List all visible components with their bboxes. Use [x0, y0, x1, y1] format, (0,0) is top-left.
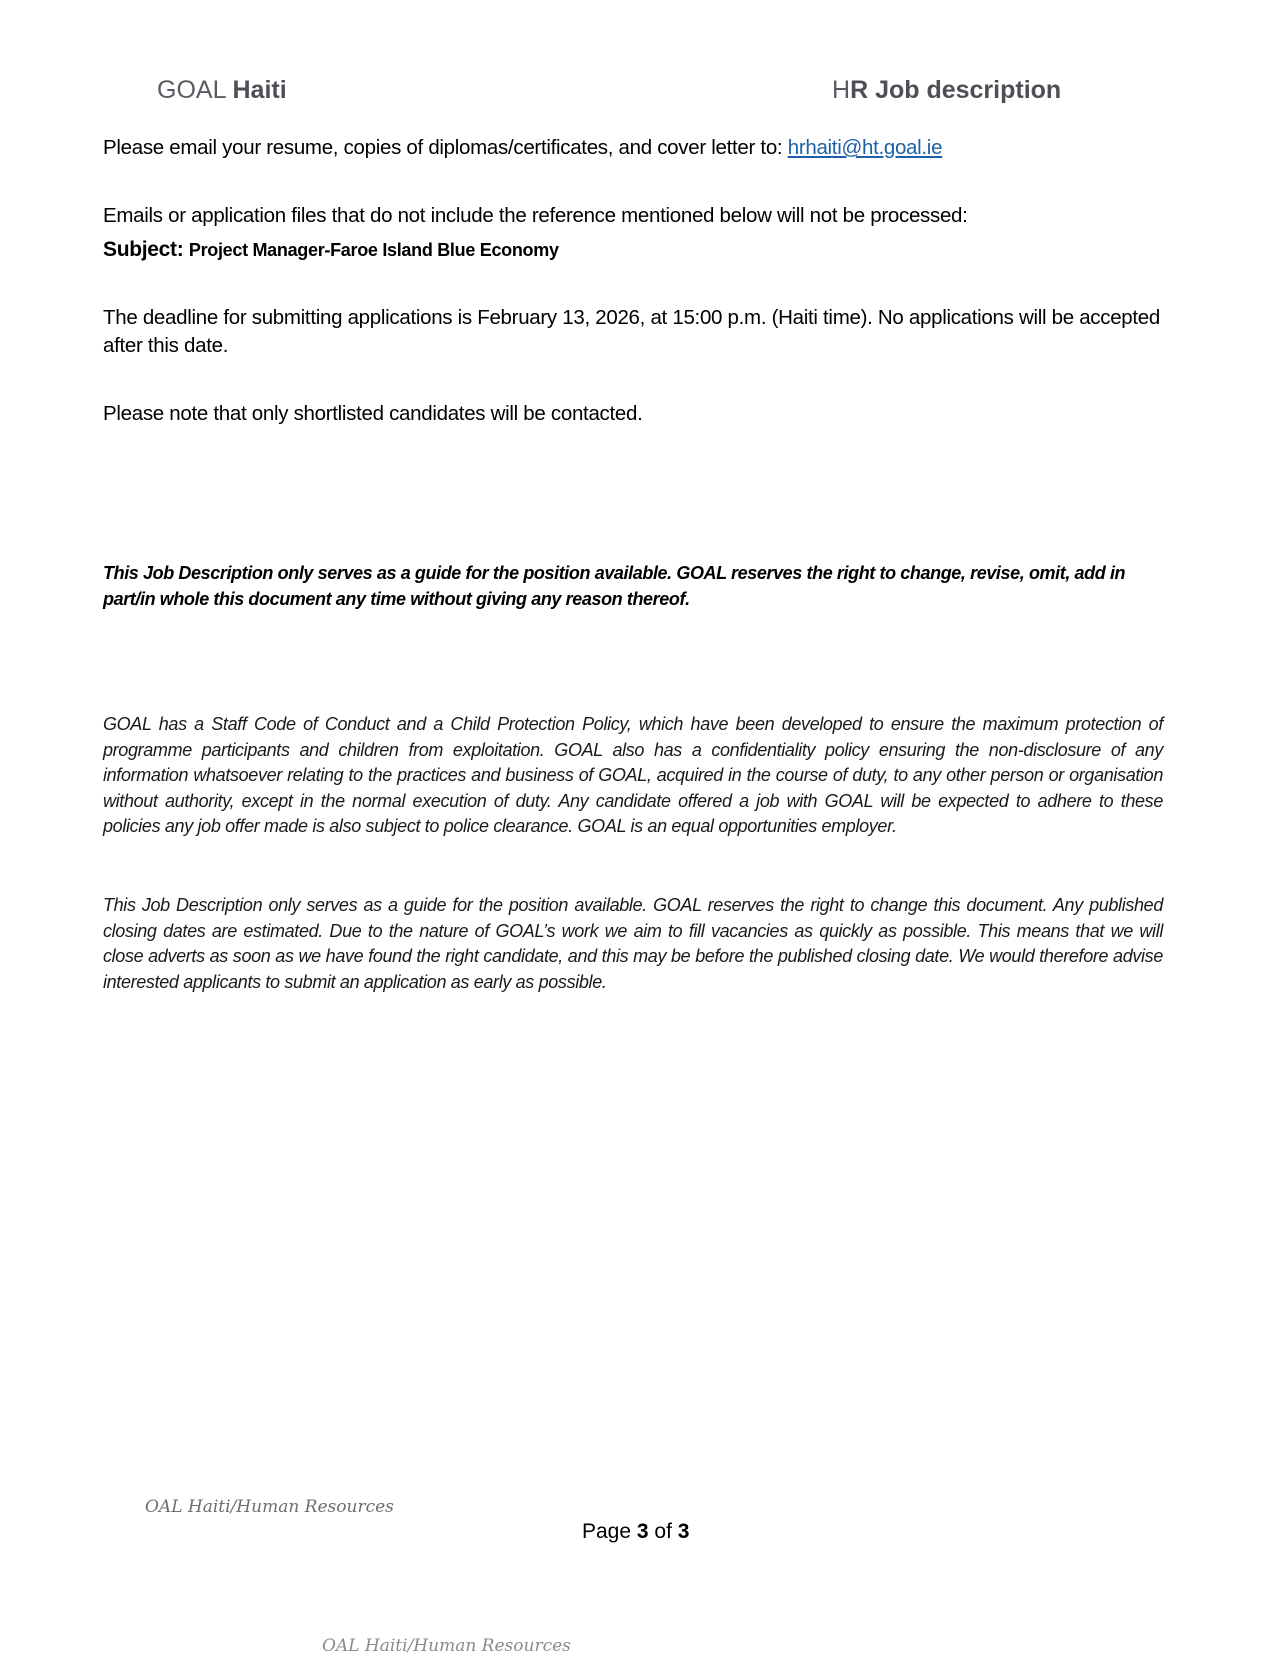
- policy-paragraph-code-of-conduct: GOAL has a Staff Code of Conduct and a Child Protection Policy, which have been developed to ensure the maximum protection of programme participants and children from exploitation. GOAL also has a confidentiality policy ensuring the non-disclosure of any information whatsoever relating to the practices and business of GOAL, acquired in the course of duty, to any other person or organisation without authority, except in the normal execution of duty. Any candidate offered a job with GOAL will be expected to adhere to these policies any job offer made is also subject to police clearance. GOAL is an equal opportunities employer.: [103, 714, 1163, 836]
- page-prefix: Page: [582, 1520, 637, 1543]
- header-doc-type-bold: R Job description: [850, 76, 1062, 104]
- footer-department: OAL Haiti/Human Resources: [145, 1497, 394, 1517]
- header-org-regular: GOAL: [157, 76, 226, 104]
- page-total: 3: [677, 1520, 690, 1543]
- header-doc-type: [832, 76, 1061, 105]
- disclaimer-paragraph: This Job Description only serves as a guide for the position available. GOAL reserves the right to change, revise, omit, add in part/in whole this document any time without giving any reason thereof.: [103, 563, 1126, 609]
- subject-label: Subject:: [103, 238, 184, 261]
- page-of: of: [648, 1520, 678, 1543]
- footer-ghost-text: OAL Haiti/Human Resources: [322, 1636, 571, 1656]
- deadline-paragraph: The deadline for submitting applications is February 13, 2026, at 15:00 p.m. (Haiti time). No applications will be accepted after this date.: [103, 306, 1161, 357]
- apply-instruction-text: Please email your resume, copies of diplomas/certificates, and cover letter to:: [103, 136, 788, 159]
- subject-value: Project Manager-Faroe Island Blue Economy: [188, 240, 559, 260]
- header-org: [157, 76, 287, 105]
- page-number: [582, 1520, 689, 1544]
- shortlist-note: Please note that only shortlisted candidates will be contacted.: [103, 402, 643, 425]
- reference-warning: Emails or application files that do not include the reference mentioned below will not be processed:: [103, 204, 968, 227]
- policy-paragraph-closing-dates: This Job Description only serves as a guide for the position available. GOAL reserves the right to change this document. Any published closing dates are estimated. Due to the nature of GOAL’s work we aim to fill vacancies as quickly as possible. This means that we will close adverts as soon as we have found the right candidate, and this may be before the published closing date. We would therefore advise interested applicants to submit an application as early as possible.: [103, 895, 1163, 992]
- email-link[interactable]: hrhaiti@ht.goal.ie: [787, 136, 943, 159]
- header-org-bold: Haiti: [232, 76, 287, 104]
- header-doc-type-regular: H: [832, 76, 851, 104]
- apply-instruction: [103, 134, 1163, 162]
- page-current: 3: [636, 1520, 649, 1543]
- subject-line: [103, 236, 1163, 264]
